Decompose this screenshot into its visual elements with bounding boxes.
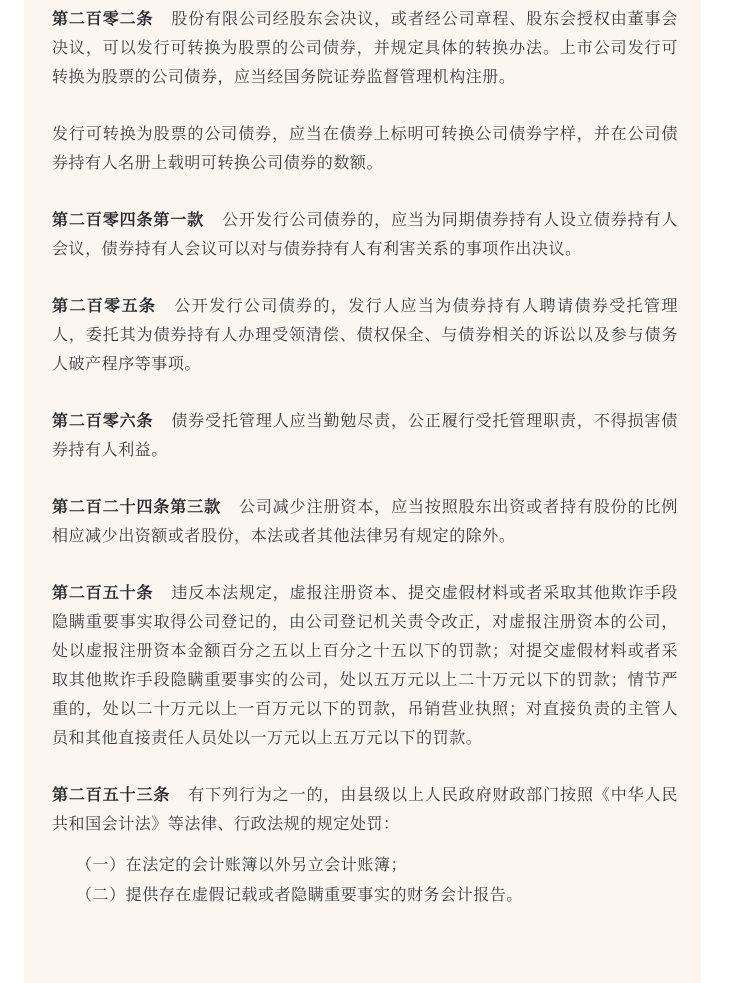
list-item: （一）在法定的会计账簿以外另立会计账簿；	[76, 855, 408, 874]
article-number: 第二百零五条	[52, 296, 157, 315]
article-text: 股份有限公司经股东会决议，或者经公司章程、股东会授权由董事会决议，可以发行可转换为股票的公司债券，并规定具体的转换办法。上市公司发行可转换为股票的公司债券，应当经国务院证券监督管理机构注册。	[52, 9, 678, 86]
article-text: 公开发行公司债券的，发行人应当为债券持有人聘请债券受托管理人，委托其为债券持有人办理受领清偿、债权保全、与债券相关的诉讼以及参与债务人破产程序等事项。	[52, 296, 678, 373]
article-paragraph	[52, 205, 678, 263]
document-page	[24, 0, 701, 983]
article-number: 第二百二十四条第三款	[52, 497, 221, 516]
article-paragraph	[52, 578, 678, 752]
document-content	[52, 4, 678, 910]
article-text: 公司减少注册资本，应当按照股东出资或者持有股份的比例相应减少出资额或者股份，本法或者其他法律另有规定的除外。	[52, 497, 678, 545]
article-paragraph	[52, 492, 678, 550]
article-paragraph	[52, 291, 678, 378]
list-item: （二）提供存在虚假记载或者隐瞒重要事实的财务会计报告。	[76, 885, 523, 904]
article-text: 违反本法规定，虚报注册资本、提交虚假材料或者采取其他欺诈手段隐瞒重要事实取得公司登记的，由公司登记机关责令改正，对虚报注册资本的公司，处以虚报注册资本金额百分之五以上百分之十五以下的罚款；对提交虚假材料或者采取其他欺诈手段隐瞒重要事实的公司，处以五万元以上二十万元以下的罚款；情节严重的，处以二十万元以上一百万元以下的罚款，吊销营业执照；对直接负责的主管人员和其他直接责任人员处以一万元以上五万元以下的罚款。	[52, 583, 678, 747]
article-text: 公开发行公司债券的，应当为同期债券持有人设立债券持有人会议，债券持有人会议可以对与债券持有人有利害关系的事项作出决议。	[52, 210, 678, 258]
article-number: 第二百零四条第一款	[52, 210, 205, 229]
article-number: 第二百五十条	[52, 583, 154, 602]
item-list	[52, 850, 678, 910]
article-text: 债券受托管理人应当勤勉尽责，公正履行受托管理职责，不得损害债券持有人利益。	[52, 411, 678, 459]
article-number: 第二百零二条	[52, 9, 154, 28]
article-number: 第二百零六条	[52, 411, 154, 430]
article-paragraph	[52, 406, 678, 464]
article-paragraph	[52, 119, 678, 177]
article-text: 有下列行为之一的，由县级以上人民政府财政部门按照《中华人民共和国会计法》等法律、行政法规的规定处罚：	[52, 785, 678, 833]
article-paragraph	[52, 4, 678, 91]
article-paragraph	[52, 780, 678, 838]
article-text: 发行可转换为股票的公司债券，应当在债券上标明可转换公司债券字样，并在公司债券持有人名册上载明可转换公司债券的数额。	[52, 124, 678, 172]
article-number: 第二百五十三条	[52, 785, 171, 804]
